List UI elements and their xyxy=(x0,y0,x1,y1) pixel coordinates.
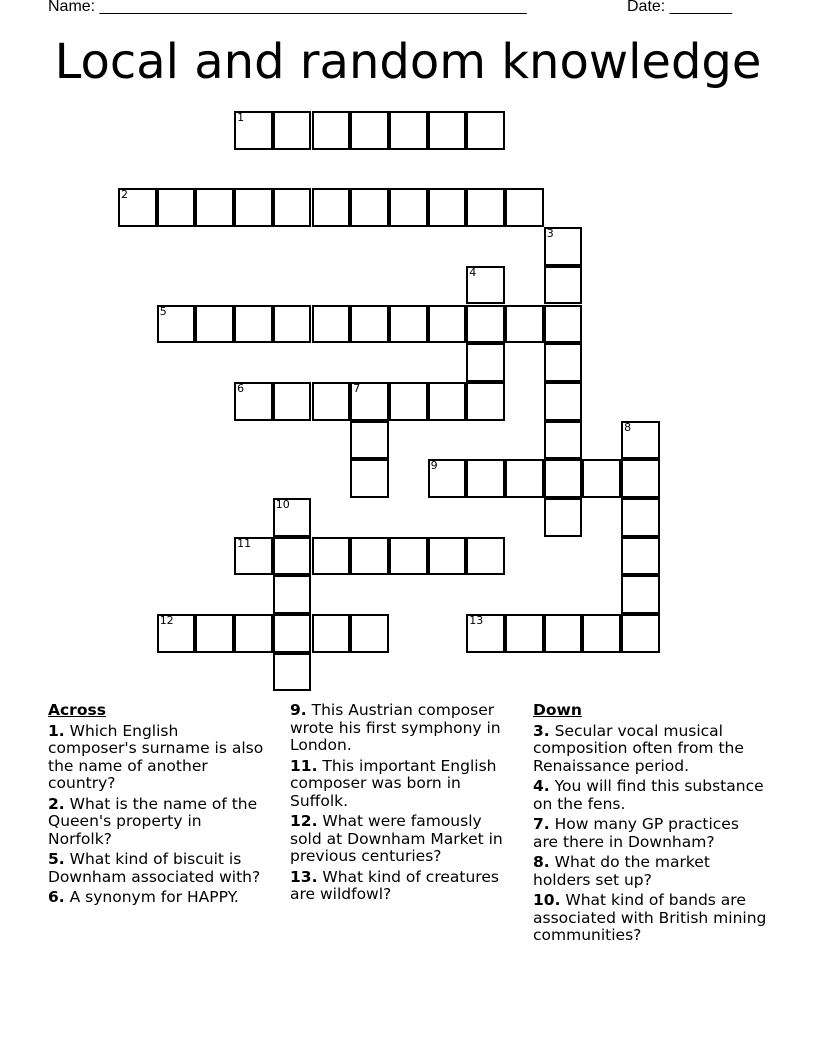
grid-cell[interactable] xyxy=(389,111,428,150)
clue-down-10 xyxy=(533,892,768,945)
cell-number: 4 xyxy=(469,265,477,279)
grid-cell[interactable] xyxy=(273,498,312,537)
grid-cell[interactable] xyxy=(312,537,351,576)
clue-number: 8. xyxy=(533,853,550,871)
grid-cell[interactable] xyxy=(312,382,351,421)
across-clues-col-2 xyxy=(290,702,515,907)
grid-cell[interactable] xyxy=(621,537,660,576)
grid-cell[interactable] xyxy=(234,537,273,576)
grid-cell[interactable] xyxy=(273,305,312,344)
clue-text: What do the market holders set up? xyxy=(533,853,710,889)
page-title: Local and random knowledge xyxy=(54,34,762,90)
grid-cell[interactable] xyxy=(157,614,196,653)
clue-text: This Austrian composer wrote his first symphony in London. xyxy=(290,701,501,754)
clue-number: 12. xyxy=(290,812,318,830)
clue-across-5 xyxy=(48,851,268,886)
clue-text: A synonym for HAPPY. xyxy=(69,888,239,906)
clue-text: This important English composer was born in Suffolk. xyxy=(290,756,497,810)
grid-cell[interactable] xyxy=(234,382,273,421)
clue-number: 4. xyxy=(533,777,550,795)
grid-cell[interactable] xyxy=(195,305,234,344)
clue-across-12 xyxy=(290,813,515,866)
grid-cell[interactable] xyxy=(273,653,312,692)
cell-number: 7 xyxy=(353,381,361,395)
grid-cell[interactable] xyxy=(234,305,273,344)
grid-cell[interactable] xyxy=(118,188,157,227)
grid-cell[interactable] xyxy=(273,188,312,227)
clue-text: What kind of bands are associated with British mining communities? xyxy=(533,891,767,944)
grid-cell[interactable] xyxy=(466,382,505,421)
clue-down-4 xyxy=(533,778,768,813)
cell-number: 3 xyxy=(546,227,554,241)
grid-cell[interactable] xyxy=(505,305,544,344)
grid-cell[interactable] xyxy=(428,111,467,150)
clue-number: 10. xyxy=(533,891,561,909)
grid-cell[interactable] xyxy=(544,266,583,305)
date-field-line: Date: _______ xyxy=(627,0,732,15)
clue-number: 9. xyxy=(290,701,307,719)
clue-text: Secular vocal musical composition often from the Renaissance period. xyxy=(533,721,744,775)
grid-cell[interactable] xyxy=(350,305,389,344)
cell-number: 2 xyxy=(121,188,128,202)
grid-cell[interactable] xyxy=(312,111,351,150)
grid-cell[interactable] xyxy=(389,382,428,421)
clue-text: What is the name of the Queen's property in Norfolk? xyxy=(48,794,258,848)
grid-cell[interactable] xyxy=(157,305,196,344)
across-heading: Across xyxy=(48,701,106,719)
clue-text: Which English composer's surname is also the name of another country? xyxy=(48,721,264,792)
clue-across-2 xyxy=(48,796,268,849)
grid-cell[interactable] xyxy=(234,111,273,150)
grid-cell[interactable] xyxy=(621,498,660,537)
grid-cell[interactable] xyxy=(544,421,583,460)
cell-number: 13 xyxy=(469,614,484,628)
grid-cell[interactable] xyxy=(312,188,351,227)
clue-number: 3. xyxy=(533,721,550,740)
clue-number: 7. xyxy=(533,815,550,833)
clue-across-6 xyxy=(48,889,268,907)
grid-cell[interactable] xyxy=(389,188,428,227)
grid-cell[interactable] xyxy=(350,537,389,576)
grid-cell[interactable] xyxy=(621,459,660,498)
clue-number: 1. xyxy=(48,721,65,740)
clue-text: You will find this substance on the fens. xyxy=(533,777,764,813)
grid-cell[interactable] xyxy=(273,537,312,576)
grid-cell[interactable] xyxy=(350,459,389,498)
clue-down-7 xyxy=(533,816,768,851)
clue-number: 11. xyxy=(290,756,318,775)
across-clues-col-1 xyxy=(48,702,268,910)
grid-cell[interactable] xyxy=(466,111,505,150)
grid-cell[interactable] xyxy=(273,382,312,421)
grid-cell[interactable] xyxy=(466,343,505,382)
clue-text: What were famously sold at Downham Market in previous centuries? xyxy=(290,812,503,865)
cell-number: 1 xyxy=(237,111,245,124)
cell-number: 9 xyxy=(430,459,438,473)
grid-cell[interactable] xyxy=(582,614,621,653)
grid-cell[interactable] xyxy=(350,421,389,460)
clue-number: 13. xyxy=(290,867,318,886)
cell-number: 5 xyxy=(159,304,167,318)
clue-down-8 xyxy=(533,854,768,889)
grid-cell[interactable] xyxy=(157,188,196,227)
down-clues-col xyxy=(533,702,768,948)
clue-across-9 xyxy=(290,702,515,755)
grid-cell[interactable] xyxy=(544,382,583,421)
grid-cell[interactable] xyxy=(505,614,544,653)
grid-cell[interactable] xyxy=(466,266,505,305)
grid-cell[interactable] xyxy=(312,305,351,344)
cell-number: 8 xyxy=(624,420,632,434)
clue-number: 5. xyxy=(48,850,65,868)
clue-text: What kind of biscuit is Downham associated with? xyxy=(48,850,261,886)
grid-cell[interactable] xyxy=(350,111,389,150)
cell-number: 10 xyxy=(275,498,290,511)
grid-cell[interactable] xyxy=(195,188,234,227)
clue-across-13 xyxy=(290,869,515,904)
grid-cell[interactable] xyxy=(428,459,467,498)
grid-cell[interactable] xyxy=(234,188,273,227)
grid-cell[interactable] xyxy=(273,614,312,653)
grid-cell[interactable] xyxy=(466,614,505,653)
grid-cell[interactable] xyxy=(234,614,273,653)
grid-cell[interactable] xyxy=(273,111,312,150)
grid-cell[interactable] xyxy=(466,459,505,498)
grid-cell[interactable] xyxy=(505,459,544,498)
grid-cell[interactable] xyxy=(350,382,389,421)
grid-cell[interactable] xyxy=(195,614,234,653)
down-heading: Down xyxy=(533,701,582,719)
cell-number: 11 xyxy=(237,536,252,550)
grid-cell[interactable] xyxy=(312,614,351,653)
cell-number: 12 xyxy=(159,614,174,628)
grid-cell[interactable] xyxy=(350,188,389,227)
grid-cell[interactable] xyxy=(621,614,660,653)
grid-cell[interactable] xyxy=(389,305,428,344)
grid-cell[interactable] xyxy=(544,459,583,498)
clue-text: How many GP practices are there in Downham? xyxy=(533,815,739,851)
clue-number: 2. xyxy=(48,794,65,813)
grid-cell[interactable] xyxy=(582,459,621,498)
grid-cell[interactable] xyxy=(544,305,583,344)
clue-across-1 xyxy=(48,723,268,793)
grid-cell[interactable] xyxy=(544,343,583,382)
grid-cell[interactable] xyxy=(428,382,467,421)
grid-cell[interactable] xyxy=(350,614,389,653)
grid-cell[interactable] xyxy=(428,537,467,576)
cell-number: 6 xyxy=(237,381,245,395)
name-field-line: Name: ________________________________________________ xyxy=(48,0,527,15)
grid-cell[interactable] xyxy=(466,305,505,344)
grid-cell[interactable] xyxy=(621,575,660,614)
grid-cell[interactable] xyxy=(428,188,467,227)
clue-across-11 xyxy=(290,758,515,811)
grid-cell[interactable] xyxy=(621,421,660,460)
clue-down-3 xyxy=(533,723,768,776)
clue-number: 6. xyxy=(48,888,65,906)
grid-cell[interactable] xyxy=(505,188,544,227)
grid-cell[interactable] xyxy=(544,614,583,653)
grid-cell[interactable] xyxy=(466,188,505,227)
grid-cell[interactable] xyxy=(544,498,583,537)
grid-cell[interactable] xyxy=(389,537,428,576)
grid-cell[interactable] xyxy=(466,537,505,576)
clue-text: What kind of creatures are wildfowl? xyxy=(290,867,499,903)
grid-cell[interactable] xyxy=(273,575,312,614)
grid-cell[interactable] xyxy=(428,305,467,344)
grid-cell[interactable] xyxy=(544,227,583,266)
